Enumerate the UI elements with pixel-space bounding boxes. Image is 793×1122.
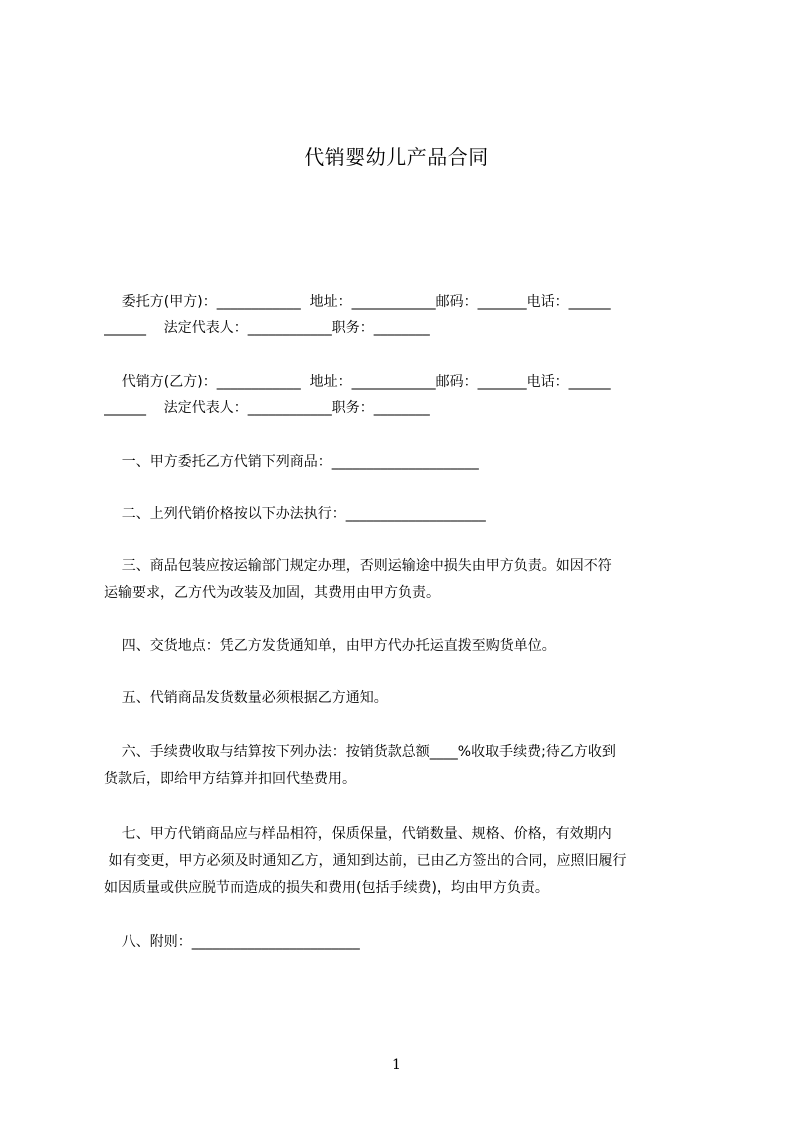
clause-6-line-1: 六、手续费收取与结算按下列办法：按销货款总额____%收取手续费;待乙方收到 xyxy=(104,744,616,760)
clause-3-line-1: 三、商品包装应按运输部门规定办理，否则运输途中损失由甲方负责。如因不符 xyxy=(104,558,612,574)
party-a-info-line-1: 委托方(甲方)：____________ 地址：____________邮码：_______电话：______ xyxy=(104,294,611,310)
party-b-info-line-2: ______ 法定代表人：____________职务：________ xyxy=(104,400,430,416)
document-title: 代销婴幼儿产品合同 xyxy=(304,145,489,169)
clause-3-line-2: 运输要求，乙方代为改装及加固，其费用由甲方负责。 xyxy=(104,585,440,601)
clause-4: 四、交货地点：凭乙方发货通知单，由甲方代办托运直拨至购货单位。 xyxy=(104,638,556,654)
clause-6-line-2: 货款后，即给甲方结算并扣回代垫费用。 xyxy=(104,771,356,787)
clause-7-line-1: 七、甲方代销商品应与样品相符，保质保量，代销数量、规格、价格，有效期内 xyxy=(104,826,612,842)
clause-1: 一、甲方委托乙方代销下列商品：_____________________ xyxy=(104,454,479,470)
clause-7-line-2: 如有变更，甲方必须及时通知乙方，通知到达前，已由乙方签出的合同，应照旧履行 xyxy=(104,853,627,869)
page-number: 1 xyxy=(392,1057,401,1073)
party-a-info-line-2: ______ 法定代表人：____________职务：________ xyxy=(104,320,430,336)
clause-8: 八、附则：________________________ xyxy=(104,934,360,950)
clause-2: 二、上列代销价格按以下办法执行：____________________ xyxy=(104,506,486,522)
party-b-info-line-1: 代销方(乙方)：____________ 地址：____________邮码：_______电话：______ xyxy=(104,374,611,390)
clause-7-line-3: 如因质量或供应脱节而造成的损失和费用(包括手续费)，均由甲方负责。 xyxy=(104,880,549,896)
clause-5: 五、代销商品发货数量必须根据乙方通知。 xyxy=(104,690,388,706)
